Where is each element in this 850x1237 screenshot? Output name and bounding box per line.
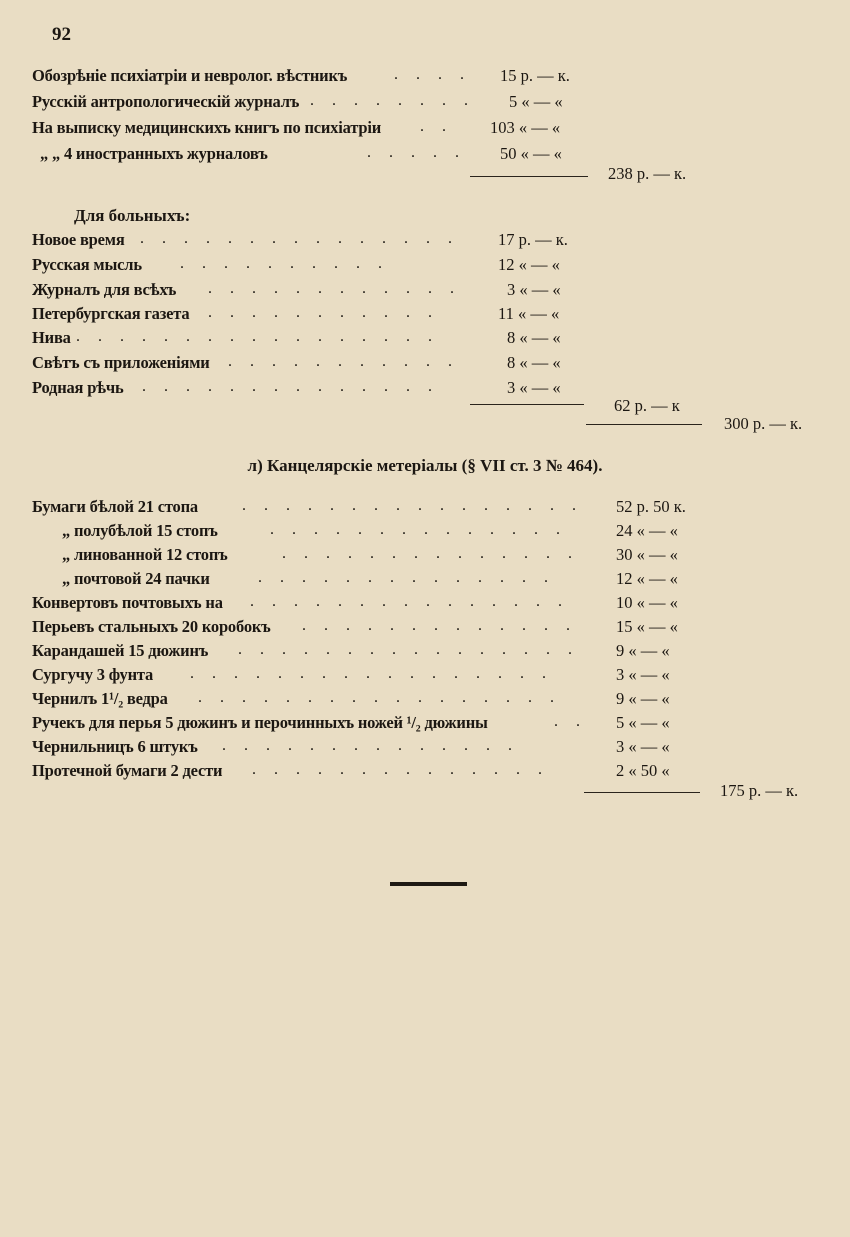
patient-label: Петербургская газета bbox=[32, 304, 190, 323]
journal-row bbox=[32, 144, 592, 170]
supply-label: Чернилъ 1¹/₂ ведра bbox=[32, 689, 168, 708]
supply-label: Конвертовъ почтовыхъ на bbox=[32, 593, 223, 612]
leader-dots: . . . . bbox=[394, 66, 471, 83]
supply-row bbox=[32, 617, 712, 643]
journal-row bbox=[32, 118, 592, 144]
leader-dots: . . . . . . . . . . . . . . bbox=[282, 545, 579, 562]
patient-row bbox=[32, 255, 592, 281]
leader-dots: . . . . . . . . . . . . . . . . . bbox=[190, 665, 553, 682]
leader-dots: . . . . . . . . . . . . . . . . . bbox=[198, 689, 561, 706]
patient-label: Журналъ для всѣхъ bbox=[32, 280, 177, 299]
supply-amount: 9 « — « bbox=[616, 689, 670, 708]
patient-row bbox=[32, 280, 592, 306]
leader-dots: . . . . . . . . . . . . . . . bbox=[250, 593, 569, 610]
patient-label: Свѣтъ съ приложеніями bbox=[32, 353, 210, 372]
supply-row bbox=[32, 737, 712, 763]
leader-dots: . . . . . . . . . . . . . . bbox=[258, 569, 555, 586]
patient-row bbox=[32, 304, 592, 330]
patient-amount: 17 р. — к. bbox=[498, 230, 568, 249]
supply-row bbox=[32, 497, 712, 523]
supply-row bbox=[32, 665, 712, 691]
patient-row bbox=[32, 353, 592, 379]
supply-label: Протечной бумаги 2 дести bbox=[32, 761, 223, 780]
supply-row bbox=[32, 761, 712, 787]
leader-dots: . . . . . . . . . . . . . . bbox=[222, 737, 519, 754]
patient-label: Родная рѣчь bbox=[32, 378, 124, 397]
patient-row bbox=[32, 230, 592, 256]
supply-label: Чернильницъ 6 штукъ bbox=[32, 737, 198, 756]
leader-dots: . . . . . . . . . . . . . . bbox=[252, 761, 549, 778]
supply-amount: 2 « 50 « bbox=[616, 761, 670, 780]
leader-dots: . . . . . bbox=[367, 144, 466, 161]
supply-amount: 52 р. 50 к. bbox=[616, 497, 686, 516]
patient-amount: 3 « — « bbox=[507, 280, 561, 299]
supply-amount: 3 « — « bbox=[616, 665, 670, 684]
journal-amount: 103 « — « bbox=[490, 118, 561, 137]
supply-label: „ почтовой 24 пачки bbox=[62, 569, 210, 588]
subtotal-rule bbox=[470, 404, 584, 405]
patient-amount: 8 « — « bbox=[507, 328, 561, 347]
section-title: л) Канцелярскіе метеріалы (§ VII ст. 3 № 464). bbox=[247, 456, 603, 475]
supply-amount: 30 « — « bbox=[616, 545, 678, 564]
supply-amount: 3 « — « bbox=[616, 737, 670, 756]
supply-row bbox=[32, 593, 712, 619]
total-rule bbox=[586, 424, 702, 425]
supply-amount: 5 « — « bbox=[616, 713, 670, 732]
journal-amount: 15 р. — к. bbox=[500, 66, 570, 85]
supply-amount: 9 « — « bbox=[616, 641, 670, 660]
grand-total: 300 р. — к. bbox=[724, 414, 803, 433]
leader-dots: . . . . . . . . bbox=[310, 92, 475, 109]
journal-label: „ „ 4 иностранныхъ журналовъ bbox=[40, 144, 268, 163]
leader-dots: . . . . . . . . . . . . . . bbox=[270, 521, 567, 538]
end-bar-divider bbox=[390, 882, 467, 886]
leader-dots: . . . . . . . . . . . . . . . . bbox=[238, 641, 579, 658]
leader-dots: . . . . . . . . . . . . . bbox=[302, 617, 577, 634]
leader-dots: . . . . . . . . . . . . . . . . . bbox=[76, 328, 439, 345]
leader-dots: . . . . . . . . . . . . bbox=[208, 280, 461, 297]
leader-dots: . . . . . . . . . . . bbox=[228, 353, 459, 370]
patient-row bbox=[32, 328, 592, 354]
journal-amount: 5 « — « bbox=[509, 92, 563, 111]
patient-label: Новое время bbox=[32, 230, 125, 249]
supply-label: Перьевъ стальныхъ 20 коробокъ bbox=[32, 617, 271, 636]
supply-label: Бумаги бѣлой 21 стопа bbox=[32, 497, 198, 516]
journal-row bbox=[32, 92, 592, 118]
patient-label: Русская мысль bbox=[32, 255, 142, 274]
journal-label: Обозрѣніе психіатріи и невролог. вѣстникъ bbox=[32, 66, 348, 85]
supply-row bbox=[32, 545, 712, 571]
patient-amount: 11 « — « bbox=[498, 304, 560, 323]
supply-label: Карандашей 15 дюжинъ bbox=[32, 641, 209, 660]
journal-row bbox=[32, 66, 592, 92]
page-number: 92 bbox=[52, 24, 71, 45]
patient-amount: 12 « — « bbox=[498, 255, 560, 274]
supply-label: Сургучу 3 фунта bbox=[32, 665, 154, 684]
subtotal-rule bbox=[470, 176, 588, 177]
supply-row bbox=[32, 569, 712, 595]
leader-dots: . . bbox=[554, 713, 587, 730]
supply-amount: 15 « — « bbox=[616, 617, 678, 636]
total-rule bbox=[584, 792, 700, 793]
supply-amount: 10 « — « bbox=[616, 593, 678, 612]
leader-dots: . . . . . . . . . . bbox=[180, 255, 389, 272]
supply-label: „ линованной 12 стопъ bbox=[62, 545, 228, 564]
leader-dots: . . bbox=[420, 118, 453, 135]
journal-label: Русскій антропологическій журналъ bbox=[32, 92, 300, 111]
journal-label: На выписку медицинскихъ книгъ по психіатріи bbox=[32, 118, 382, 137]
supplies-total: 175 р. — к. bbox=[720, 781, 799, 800]
patients-heading: Для больныхъ: bbox=[74, 206, 191, 225]
patient-amount: 3 « — « bbox=[507, 378, 561, 397]
patient-row bbox=[32, 378, 592, 404]
supply-amount: 24 « — « bbox=[616, 521, 678, 540]
supply-row bbox=[32, 641, 712, 667]
supply-row bbox=[32, 713, 712, 739]
leader-dots: . . . . . . . . . . . bbox=[208, 304, 439, 321]
supply-amount: 12 « — « bbox=[616, 569, 678, 588]
journals-total: 238 р. — к. bbox=[608, 164, 687, 183]
leader-dots: . . . . . . . . . . . . . . . bbox=[140, 230, 459, 247]
patients-total: 62 р. — к bbox=[614, 396, 680, 415]
leader-dots: . . . . . . . . . . . . . . . . bbox=[242, 497, 583, 514]
supply-label: Ручекъ для перья 5 дюжинъ и перочинныхъ ножей ¹/₂ дюжины bbox=[32, 713, 488, 732]
supply-row bbox=[32, 521, 712, 547]
patient-label: Нива bbox=[32, 328, 71, 347]
patient-amount: 8 « — « bbox=[507, 353, 561, 372]
leader-dots: . . . . . . . . . . . . . . bbox=[142, 378, 439, 395]
supply-row bbox=[32, 689, 712, 715]
journal-amount: 50 « — « bbox=[500, 144, 562, 163]
supply-label: „ полубѣлой 15 стопъ bbox=[62, 521, 218, 540]
